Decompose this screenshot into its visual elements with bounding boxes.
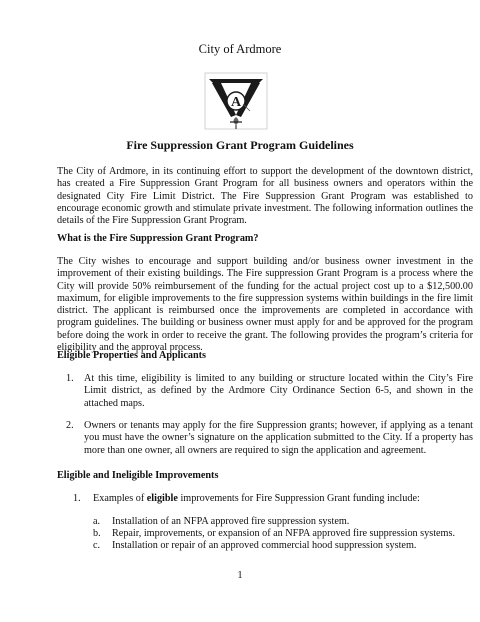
eligible-emphasis: eligible [146, 493, 178, 504]
city-logo [203, 71, 269, 133]
list-item-text: Examples of [93, 493, 147, 504]
intro-paragraph: The City of Ardmore, in its continuing effort to support the development of the downtown district, has created a Fire Suppression Grant Program for all business owners and operators within the designated City Fire Limit District. The Fire Suppression Grant Program was established to encourage economic growth and stimulate private investment. The following information outlines the details of the Fire Suppression Grant Program. [57, 166, 473, 227]
page-number: 1 [237, 570, 243, 581]
sub-item-letter: a. [93, 516, 101, 527]
section-heading-program: What is the Fire Suppression Grant Program? [57, 233, 259, 244]
sub-item: Repair, improvements, or expansion of an NFPA approved fire suppression systems. [112, 528, 455, 539]
sub-item-letter: c. [93, 540, 101, 551]
section-heading-improvements: Eligible and Ineligible Improvements [57, 470, 219, 481]
city-header: City of Ardmore [198, 42, 282, 56]
sub-item-letter: b. [93, 528, 101, 539]
document-title: Fire Suppression Grant Program Guidelines [126, 138, 354, 152]
sub-item: Installation of an NFPA approved fire suppression system. [112, 516, 350, 527]
list-item-number: 1. [73, 493, 81, 504]
program-description-paragraph: The City wishes to encourage and support building and/or business owner investment in the improvement of their existing buildings. The Fire suppression Grant Program is a process where the City will provide 50% reimbursement of the funding for the actual project cost up to a $12,500.00 maximum, for eligible improvements to the fire suppression systems within buildings in the fire limit district. The applicant is reimbursed once the improvements are completed in accordance with program guidelines. The building or business owner must apply for and be approved for the program before doing the work in order to receive the grant. The following provides the program’s criteria for eligibility and the approval process. [57, 256, 473, 354]
list-item [93, 493, 473, 505]
list-item: Owners or tenants may apply for the fire Suppression grants; however, if applying as a tenant you must have the owner’s signature on the application submitted to the City. If a property has more than one owner, all owners are required to sign the application and agreement. [84, 420, 473, 456]
logo-letter: A [230, 95, 242, 110]
list-item: At this time, eligibility is limited to any building or structure located within the City’s Fire Limit district, as defined by the Ardmore City Ordinance Section 6-5, and shown in the attached maps. [84, 373, 473, 409]
sub-item: Installation or repair of an approved commercial hood suppression system. [112, 540, 417, 551]
list-item-number: 2. [66, 420, 74, 431]
list-item-text: improvements for Fire Suppression Grant funding include: [177, 493, 420, 504]
list-item-number: 1. [66, 373, 74, 384]
section-heading-eligible-properties: Eligible Properties and Applicants [57, 350, 206, 361]
